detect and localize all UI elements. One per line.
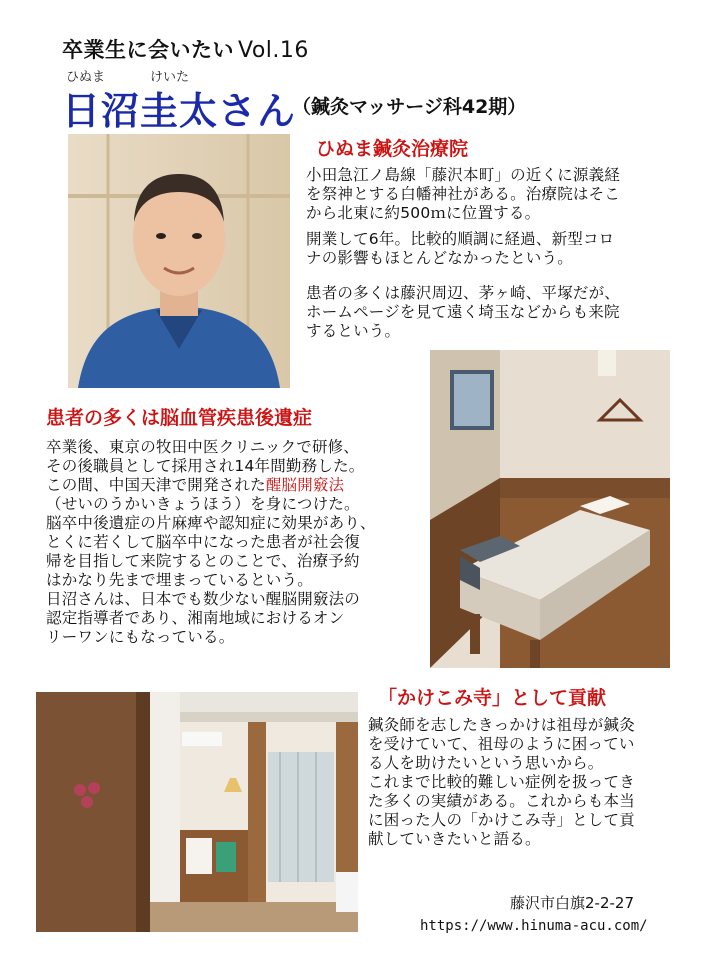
series-title-text: 卒業生に会いたい xyxy=(62,38,234,62)
technique-highlight: 醒脳開竅法 xyxy=(265,476,345,494)
series-title xyxy=(62,34,309,64)
furigana-given: けいた xyxy=(150,70,190,85)
department-label: （鍼灸マッサージ科42期） xyxy=(292,96,527,118)
clinic-name-heading: ひぬま鍼灸治療院 xyxy=(316,138,469,160)
main-patients-heading: 患者の多くは脳血管疾患後遺症 xyxy=(46,407,313,429)
motivation-paragraph: 鍼灸師を志したきっかけは祖母が鍼灸 を受けていて、祖母のように困ってい る人を助けたいという思いから。 これまで比較的難しい症例を扱ってき た多くの実績がある。これからも本当 に困った人の「かけこみ寺」として貢 献していきたいと語る。 xyxy=(368,716,635,848)
volume-label: Vol.16 xyxy=(238,38,309,63)
clinic-location-paragraph: 小田急江ノ島線「藤沢本町」の近くに源義経 を祭神とする白幡神社がある。治療院はそこ から北東に約500ｍに位置する。 xyxy=(306,166,621,222)
furigana-family: ひぬま xyxy=(66,70,106,85)
career-paragraph xyxy=(46,438,426,647)
clinic-entrance-photo xyxy=(36,692,358,932)
clinic-website-link[interactable]: https://www.hinuma-acu.com/ xyxy=(420,918,648,934)
refuge-heading: 「かけこみ寺」として貢献 xyxy=(378,687,607,709)
clinic-address: 藤沢市白旗2-2-27 xyxy=(510,894,634,912)
career-text-before: 卒業後、東京の牧田中医クリニックで研修、 その後職員として採用され14年間勤務した。 この間、中国天津で開発された xyxy=(46,438,365,494)
portrait-photo xyxy=(68,134,290,388)
clinic-history-paragraph: 開業して6年。比較的順調に経過、新型コロ ナの影響もほとんどなかったという。 xyxy=(306,230,615,267)
person-name: 日沼圭太さん xyxy=(62,88,297,133)
career-text-after: （せいのうかいきょうほう）を身につけた。 脳卒中後遺症の片麻痺や認知症に効果があり、 とくに若くして脳卒中になった患者が社会復 帰を目指して来院するとのことで、治療予約 はかなり先まで埋まっているという。 日沼さんは、日本でも数少ない醒脳開竅法の 認定指導者であり、湘南地域におけるオン リーワンにもなっている。 xyxy=(46,495,376,646)
treatment-room-photo xyxy=(430,350,670,668)
clinic-patients-paragraph: 患者の多くは藤沢周辺、茅ヶ崎、平塚だが、 ホームページを見て遠く埼玉などからも来院 するという。 xyxy=(306,284,621,340)
